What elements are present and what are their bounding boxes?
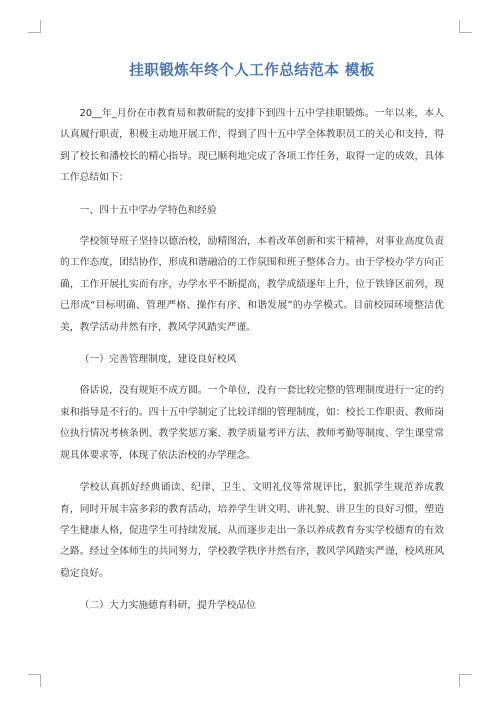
- section-heading-1: 一、四十五中学办学特色和经验: [79, 204, 217, 216]
- document-title: 挂职锻炼年终个人工作总结范本 模板: [129, 63, 375, 79]
- corner-mark-bottom-right: [459, 674, 472, 687]
- section-1-paragraph: 学校领导班子坚持以德治校，励精图治，本着改革创新和实干精神，对事业高度负责的工作态度，团结协作，形成和谐融洽的工作氛围和班子整体合力。由于学校办学方向正确，工作开展扎实而有序，办学水平不断提高，教学成绩逐年上升，位于铁锋区前列，现已形成“目标明确、管理严格、操作有序、和谐发展”的办学模式。目前校园环境整洁优美，教学活动井然有序，教风学风踏实严谨。: [60, 236, 444, 333]
- subsection-heading-2: （二）大力实施德育科研，提升学校品位: [79, 600, 256, 612]
- corner-mark-bottom-left: [28, 674, 41, 687]
- document-page: [60, 60, 444, 627]
- corner-mark-top-right: [459, 20, 472, 33]
- subsection-1-paragraph-1: 俗话说，没有规矩不成方圆。一个单位，没有一套比较完整的管理制度进行一定的约束和指导是不行的。四十五中学制定了比较详细的管理制度，如：校长工作职责、教师岗位执行情况考核条例、教学奖惩方案、教学质量考评方法、教师考勤等制度、学生课堂常规具体要求等，体现了依法治校的办学理念。: [60, 385, 444, 461]
- intro-paragraph: 20__年_月份在市教育局和教研院的安排下到四十五中学挂职锻炼。一年以来，本人认真履行职责，积极主动地开展工作，得到了四十五中学全体教职员工的关心和支持，得到了校长和潘校长的精心指导。现已顺利地完成了各项工作任务，取得一定的成效，具体工作总结如下：: [60, 108, 444, 184]
- corner-mark-top-left: [28, 20, 41, 33]
- subsection-heading-1: （一）完善管理制度，建设良好校风: [79, 354, 237, 366]
- subsection-1-paragraph-2: 学校认真抓好经典诵读、纪律、卫生、文明礼仪等常规评比，狠抓学生规范养成教育，同时开展丰富多彩的教育活动，培养学生讲文明、讲礼貌、讲卫生的良好习惯，塑造学生健康人格，促进学生可持续发展，从而逐步走出一条以养成教育夯实学校德育的有效之路。经过全体师生的共同努力，学校教学秩序井然有序，教风学风踏实严谨，校风班风稳定良好。: [60, 482, 444, 579]
